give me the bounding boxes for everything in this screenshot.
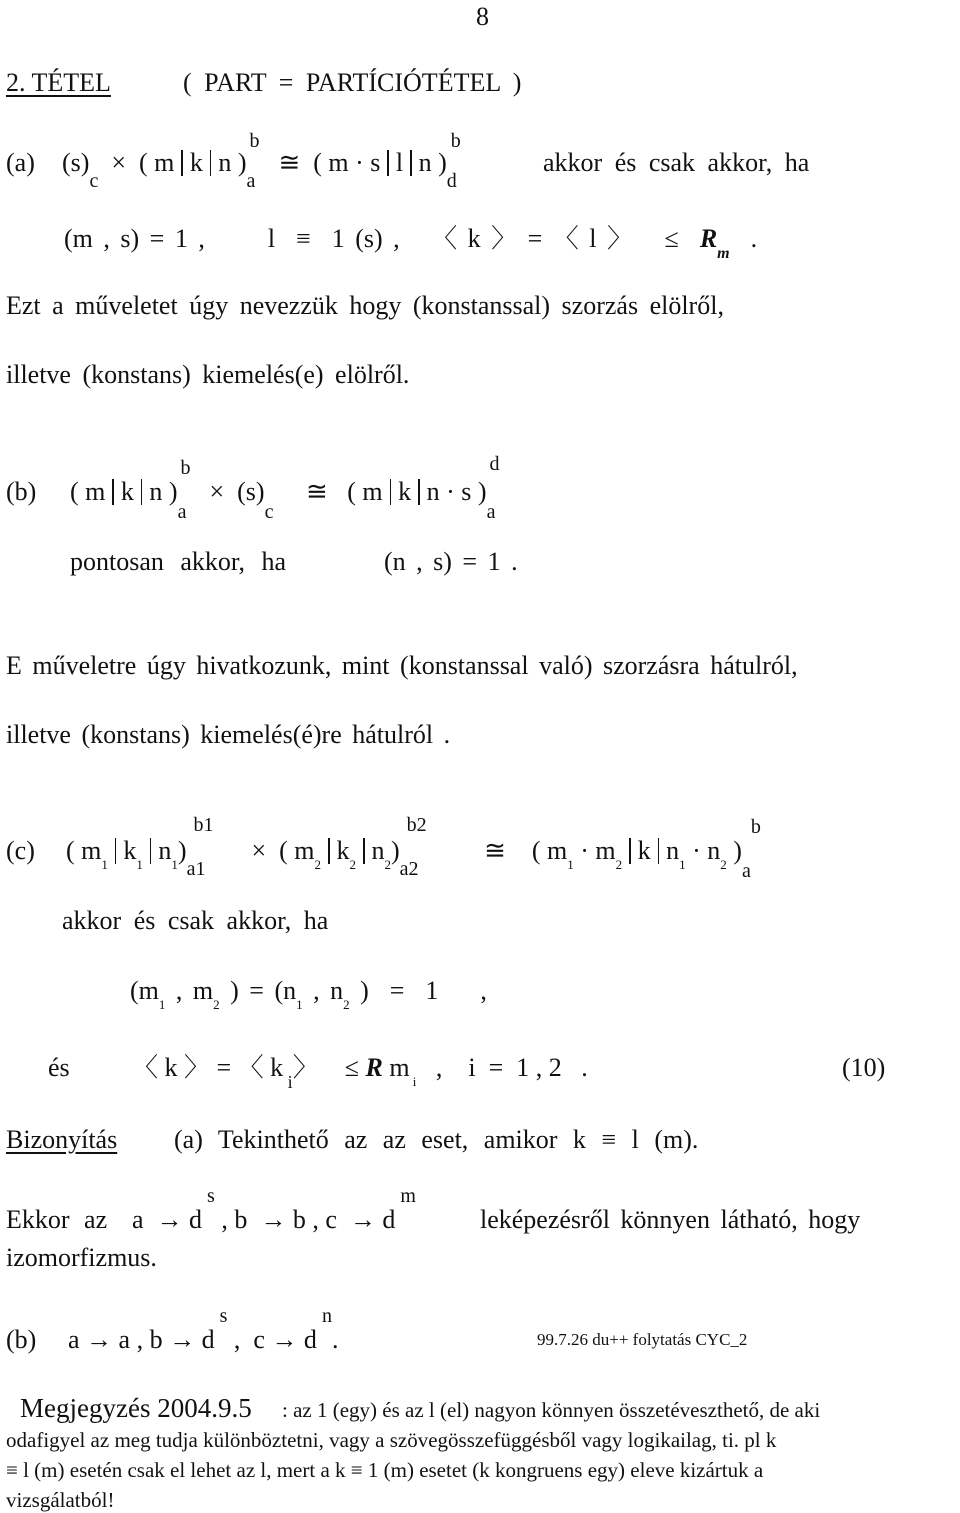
part-c-condition-2: 〈 k 〉 = 〈 k $_i$〉 ≤ R m $_i$ , i = 1 , 2 . xyxy=(132,1053,588,1093)
remark-line-3: ≡ l (m) esetén csak el lehet az l, mert a k ≡ 1 (m) esetet (k kongruens egy) eleve kizártuk a xyxy=(6,1458,764,1482)
part-a-condition-formula: (m , s) = 1 , l ≡ 1 (s) , 〈 k 〉 = 〈 l 〉 ≤ $R_m$ . xyxy=(64,224,758,263)
proof-b-label: (b) xyxy=(6,1325,37,1354)
proof-label: Bizonyítás xyxy=(6,1125,118,1154)
part-c-formula: ( $m_1$ $k_1$ $n_1)_{a1}^{b1}$ × ( $m_2$ $k_2$ $n_2)_{a2}^{b2}$ ≅ ( $m_1 \cdot m_2$ k $n_1 \cdot n_2$ )$_a^b$ xyxy=(66,814,761,883)
part-a-formula: $(s)_c$ × ( m k n )$_a^b$ ≅ ( m · s l n )$_d^b$ xyxy=(62,130,461,193)
remark-title: Megjegyzés 2004.9.5 xyxy=(20,1393,252,1423)
part-b-label: (b) xyxy=(6,477,37,506)
theorem-subtitle: ( PART = PARTÍCIÓTÉTEL ) xyxy=(183,68,522,97)
part-c-condition-text: akkor és csak akkor, ha xyxy=(62,906,329,935)
part-c-condition-2-prefix: és xyxy=(48,1053,70,1082)
part-b-text-2: illetve (konstans) kiemelés(é)re hátulról . xyxy=(6,720,451,749)
part-a-text-2: illetve (konstans) kiemelés(e) elölről. xyxy=(6,360,410,389)
part-a-condition-text: akkor és csak akkor, ha xyxy=(543,148,810,177)
part-b-condition-formula: (n , s) = 1 . xyxy=(384,547,518,576)
part-b-condition-prefix: pontosan akkor, ha xyxy=(70,547,287,576)
part-b-text-1: E műveletre úgy hivatkozunk, mint (konstanssal való) szorzásra hátulról, xyxy=(6,651,798,680)
part-a-label: (a) xyxy=(6,148,35,177)
page-number: 8 xyxy=(476,2,489,31)
part-b-formula: ( m k n )$_a^b \times (s)_c$ ≅ ( m k n · s )$_a^d$ xyxy=(70,453,500,524)
proof-a-line: (a) Tekinthető az az eset, amikor k ≡ l (m). xyxy=(174,1125,699,1154)
part-c-condition-1: ($m_1$ , $m_2$ ) = ($n_1$ , $n_2$ ) = 1 , xyxy=(130,976,487,1013)
proof-mapping-prefix: Ekkor az xyxy=(6,1205,108,1234)
proof-mapping-suffix: leképezésről könnyen látható, hogy xyxy=(480,1205,861,1234)
side-note: 99.7.26 du++ folytatás CYC_2 xyxy=(537,1330,748,1349)
remark-line-1: : az 1 (egy) és az l (el) nagyon könnyen összetéveszthető, de aki xyxy=(282,1398,821,1422)
proof-mapping-line-2: izomorfizmus. xyxy=(6,1243,157,1272)
equation-number: (10) xyxy=(842,1053,886,1082)
part-a-text-1: Ezt a műveletet úgy nevezzük hogy (konstanssal) szorzás elölről, xyxy=(6,291,724,320)
proof-mapping-formula: a → d $^s$ , b → b , c → d $^m$ xyxy=(132,1185,416,1234)
remark-line-2: odafigyel az meg tudja különböztetni, vagy a szövegösszefüggésből vagy logikailag, ti. pl k xyxy=(6,1428,777,1452)
part-c-label: (c) xyxy=(6,836,35,865)
proof-b-formula: a → a , b → d $^s$ , c → d $^n$. xyxy=(68,1305,339,1354)
theorem-heading: 2. TÉTEL xyxy=(6,68,111,97)
remark-line-4: vizsgálatból! xyxy=(6,1488,115,1512)
